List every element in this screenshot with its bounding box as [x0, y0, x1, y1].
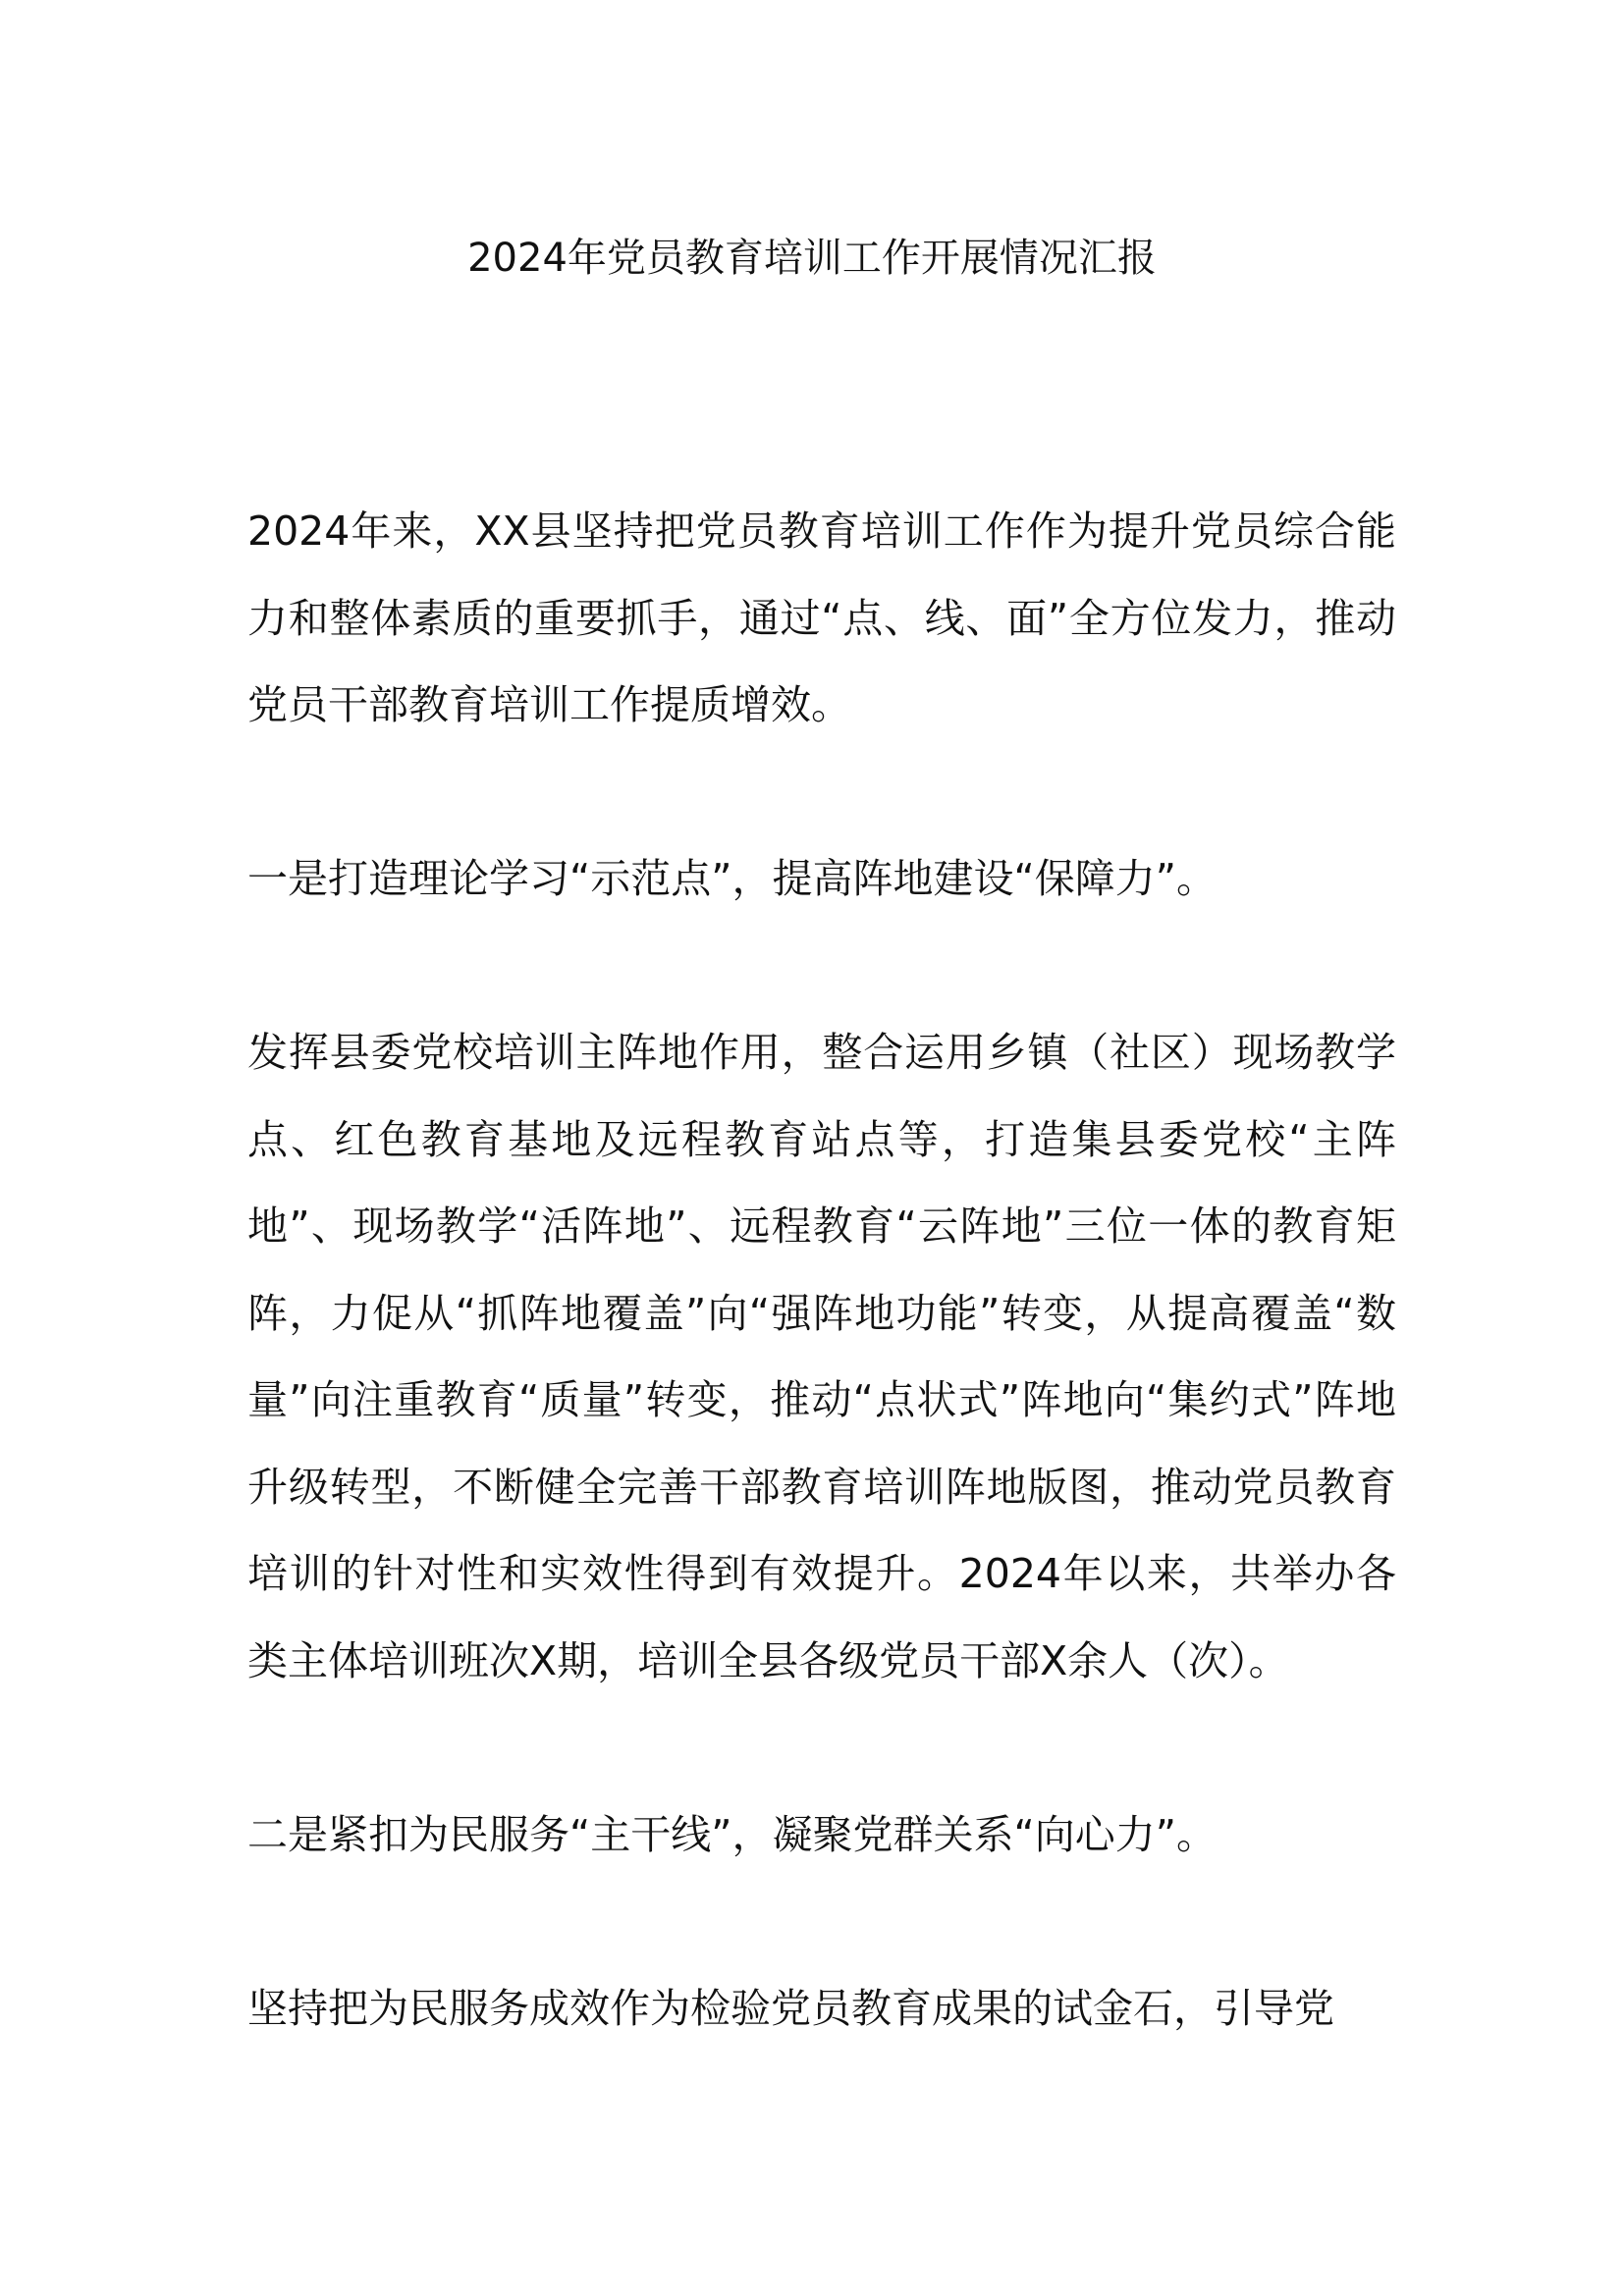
document-title: 2024年党员教育培训工作开展情况汇报 [467, 236, 1157, 281]
paragraph-spacer [247, 1878, 1396, 1965]
section-2-paragraph: 坚持把为民服务成效作为检验党员教育成果的试金石，引导党 [247, 1984, 1334, 2032]
intro-paragraph: 2024年来，XX县坚持把党员教育培训工作作为提升党员综合能力和整体素质的重要抓手，通过“点、线、面”全方位发力，推动党员干部教育培训工作提质增效。 [247, 507, 1396, 728]
paragraph-spacer [247, 1704, 1396, 1791]
document-body [247, 488, 1396, 2052]
paragraph-spacer [247, 923, 1396, 1010]
paragraph-spacer [247, 749, 1396, 836]
section-2-heading: 二是紧扣为民服务“主干线”，凝聚党群关系“向心力”。 [247, 1810, 1217, 1858]
section-1-paragraph: 发挥县委党校培训主阵地作用，整合运用乡镇（社区）现场教学点、红色教育基地及远程教育站点等，打造集县委党校“主阵地”、现场教学“活阵地”、远程教育“云阵地”三位一体的教育矩阵，力促从“抓阵地覆盖”向“强阵地功能”转变，从提高覆盖“数量”向注重教育“质量”转变，推动“点状式”阵地向“集约式”阵地升级转型，不断健全完善干部教育培训阵地版图，推动党员教育培训的针对性和实效性得到有效提升。2024年以来，共举办各类主体培训班次X期，培训全县各级党员干部X余人（次）。 [247, 1029, 1396, 1684]
section-1-heading: 一是打造理论学习“示范点”，提高阵地建设“保障力”。 [247, 855, 1217, 902]
